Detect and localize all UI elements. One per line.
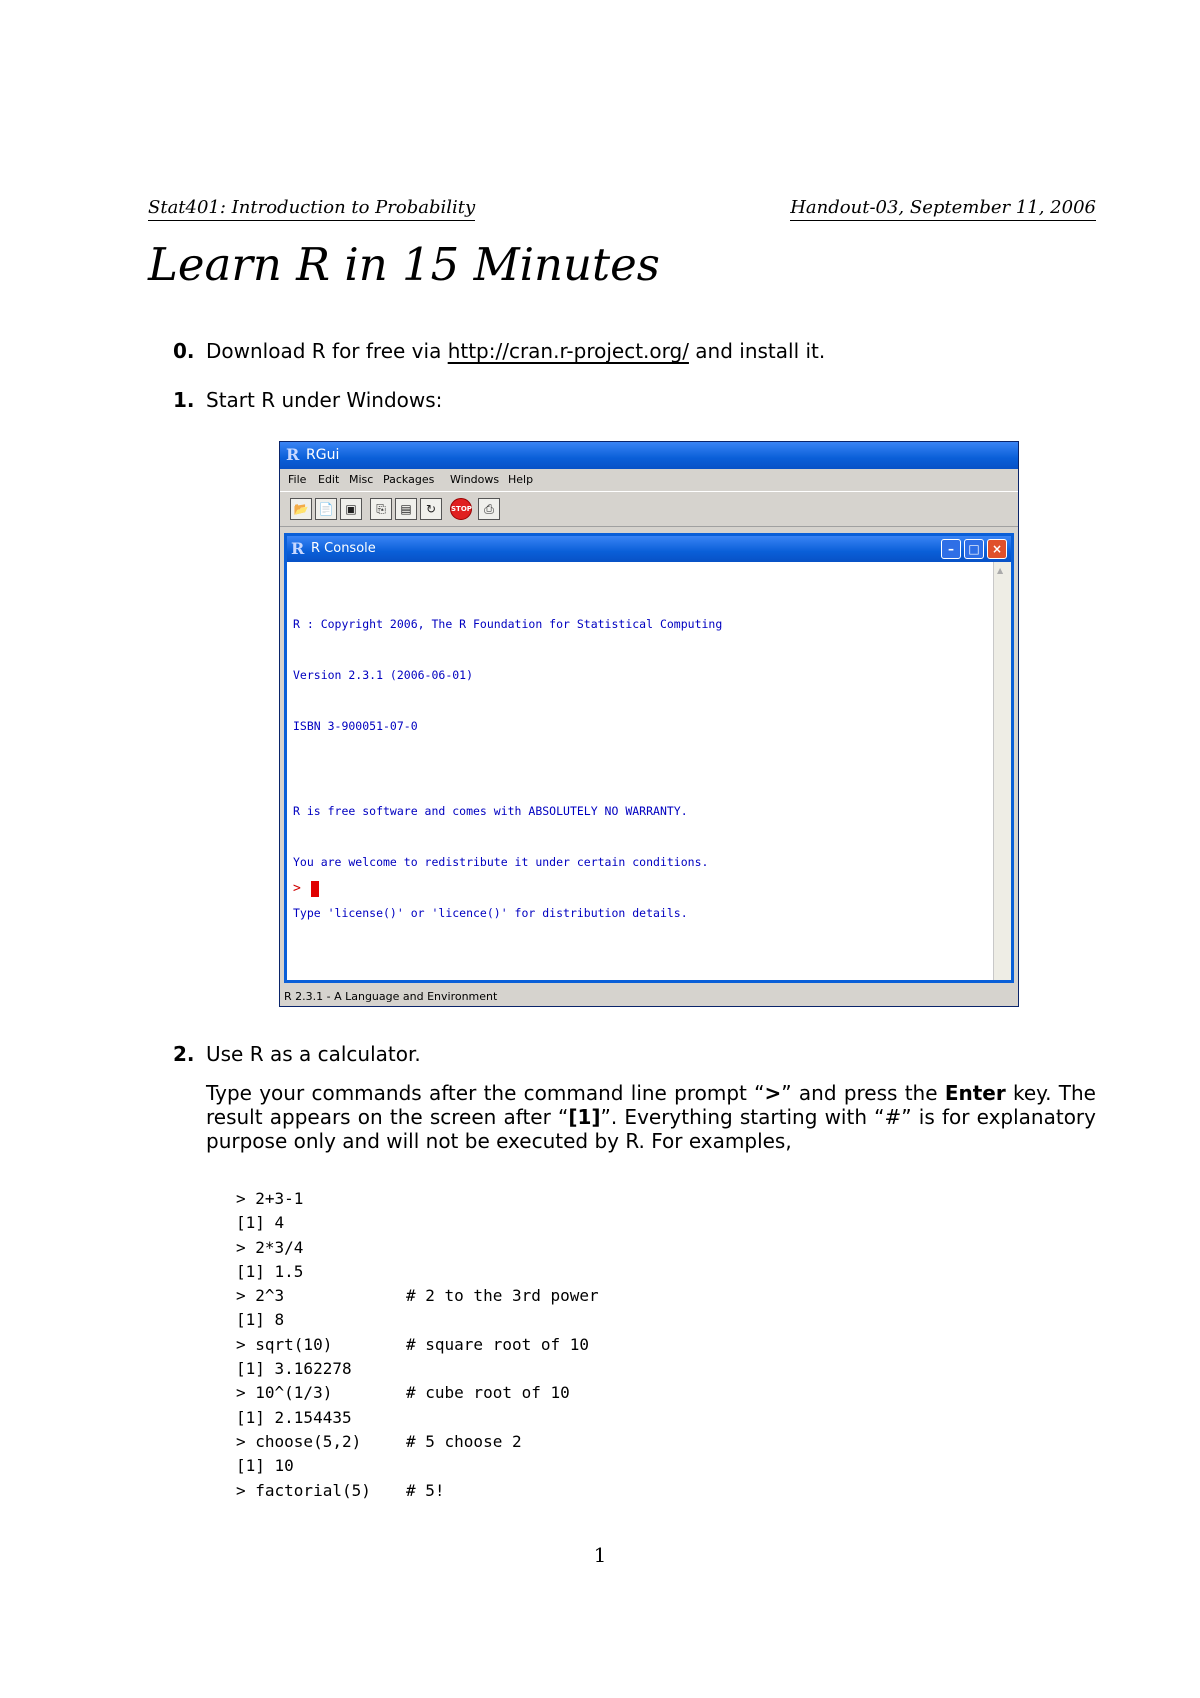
status-bar: R 2.3.1 - A Language and Environment bbox=[284, 990, 498, 1003]
code-line bbox=[236, 1260, 599, 1284]
code-comment: # cube root of 10 bbox=[406, 1383, 570, 1403]
code-command: [1] 8 bbox=[236, 1310, 285, 1330]
paste-icon[interactable]: ▤ bbox=[395, 498, 417, 520]
code-line bbox=[236, 1454, 599, 1478]
menu-windows[interactable]: Windows bbox=[450, 473, 500, 486]
code-command: [1] 3.162278 bbox=[236, 1359, 352, 1379]
code-examples bbox=[236, 1187, 599, 1503]
code-comment: # 2 to the 3rd power bbox=[406, 1286, 599, 1306]
code-command: > 10^(1/3) bbox=[236, 1383, 333, 1403]
toolbar bbox=[280, 491, 1018, 527]
save-icon[interactable]: ▣ bbox=[340, 498, 362, 520]
menu-edit[interactable]: Edit bbox=[318, 473, 340, 486]
console-cursor[interactable] bbox=[311, 881, 319, 897]
console-titlebar[interactable] bbox=[287, 536, 1011, 562]
console-title: R Console bbox=[311, 541, 376, 556]
code-line bbox=[236, 1284, 599, 1308]
prompt-symbol: > bbox=[764, 1081, 782, 1105]
console-line: You are welcome to redistribute it under certain conditions. bbox=[293, 855, 709, 869]
rgui-titlebar[interactable] bbox=[280, 442, 1018, 469]
para-text: key. The result appears on the screen after “ bbox=[206, 1081, 1096, 1129]
code-line bbox=[236, 1236, 599, 1260]
item-number: 1. bbox=[173, 388, 195, 412]
code-line bbox=[236, 1479, 599, 1503]
load-workspace-icon[interactable]: 📄 bbox=[315, 498, 337, 520]
console-prompt: > bbox=[293, 881, 301, 896]
console-line: ISBN 3-900051-07-0 bbox=[293, 719, 418, 733]
code-line bbox=[236, 1406, 599, 1430]
console-scrollbar[interactable] bbox=[993, 562, 1011, 980]
item-number: 2. bbox=[173, 1042, 195, 1066]
scroll-up-icon[interactable]: ▲ bbox=[997, 566, 1004, 575]
item-text: Download R for free via bbox=[206, 339, 448, 363]
para-text: Type your commands after the command line prompt “ bbox=[206, 1081, 765, 1105]
list-item-0 bbox=[173, 338, 825, 364]
header-course-title: Stat401: Introduction to Probability bbox=[148, 198, 475, 221]
item-number: 0. bbox=[173, 339, 195, 363]
cran-link[interactable]: http://cran.r-project.org/ bbox=[447, 339, 689, 363]
r-logo-icon: R bbox=[291, 539, 305, 558]
para-text: ”. Everything starting with “#” is for explanatory purpose only and will not be executed by R. For examples, bbox=[206, 1105, 1096, 1153]
item-text: Use R as a calculator. bbox=[206, 1042, 421, 1066]
menu-misc[interactable]: Misc bbox=[349, 473, 374, 486]
menubar bbox=[280, 469, 1018, 491]
rgui-title: RGui bbox=[306, 447, 340, 463]
code-line bbox=[236, 1187, 599, 1211]
code-command: > choose(5,2) bbox=[236, 1431, 362, 1451]
header-handout-date: Handout-03, September 11, 2006 bbox=[790, 198, 1096, 221]
instructions-paragraph bbox=[206, 1081, 1096, 1153]
code-line bbox=[236, 1381, 599, 1405]
menu-packages[interactable]: Packages bbox=[383, 473, 435, 486]
code-command: [1] 1.5 bbox=[236, 1261, 304, 1281]
code-line bbox=[236, 1308, 599, 1332]
code-line bbox=[236, 1333, 599, 1357]
console-output bbox=[293, 582, 973, 983]
code-command: > 2*3/4 bbox=[236, 1237, 304, 1257]
code-command: [1] 4 bbox=[236, 1213, 285, 1233]
menu-help[interactable]: Help bbox=[508, 473, 534, 486]
page-title: Learn R in 15 Minutes bbox=[148, 238, 660, 291]
result-marker: [1] bbox=[568, 1105, 601, 1129]
r-console-window bbox=[284, 533, 1014, 983]
console-line: Version 2.3.1 (2006-06-01) bbox=[293, 668, 474, 682]
stop-icon[interactable]: STOP bbox=[450, 498, 472, 520]
code-command: > 2+3-1 bbox=[236, 1189, 304, 1208]
code-comment: # 5 choose 2 bbox=[406, 1431, 522, 1451]
minimize-icon[interactable]: – bbox=[941, 539, 961, 559]
code-comment: # square root of 10 bbox=[406, 1334, 590, 1354]
page-number: 1 bbox=[593, 1543, 607, 1567]
copy-icon[interactable]: ⎘ bbox=[370, 498, 392, 520]
item-text-tail: and install it. bbox=[688, 339, 826, 363]
code-line bbox=[236, 1357, 599, 1381]
code-command: [1] 10 bbox=[236, 1456, 294, 1476]
list-item-1 bbox=[173, 387, 442, 413]
close-icon[interactable]: × bbox=[987, 539, 1007, 559]
refresh-icon[interactable]: ↻ bbox=[420, 498, 442, 520]
print-icon[interactable]: ⎙ bbox=[478, 498, 500, 520]
maximize-icon[interactable]: □ bbox=[964, 539, 984, 559]
menu-file[interactable]: File bbox=[288, 473, 307, 486]
code-command: > sqrt(10) bbox=[236, 1334, 333, 1354]
console-line: R : Copyright 2006, The R Foundation for Statistical Computing bbox=[293, 617, 723, 631]
list-item-2 bbox=[173, 1041, 421, 1067]
code-command: > 2^3 bbox=[236, 1286, 285, 1306]
enter-key-label: Enter bbox=[944, 1081, 1006, 1105]
code-line bbox=[236, 1430, 599, 1454]
console-line: Type 'license()' or 'licence()' for distribution details. bbox=[293, 906, 688, 920]
rgui-window bbox=[279, 441, 1019, 1007]
code-command: > factorial(5) bbox=[236, 1480, 371, 1500]
open-icon[interactable]: 📂 bbox=[290, 498, 312, 520]
code-command: [1] 2.154435 bbox=[236, 1407, 352, 1427]
para-text: ” and press the bbox=[781, 1081, 945, 1105]
code-comment: # 5! bbox=[406, 1480, 445, 1500]
code-line bbox=[236, 1211, 599, 1235]
item-text: Start R under Windows: bbox=[206, 388, 443, 412]
r-logo-icon: R bbox=[286, 445, 300, 464]
console-line: R is free software and comes with ABSOLUTELY NO WARRANTY. bbox=[293, 804, 688, 818]
